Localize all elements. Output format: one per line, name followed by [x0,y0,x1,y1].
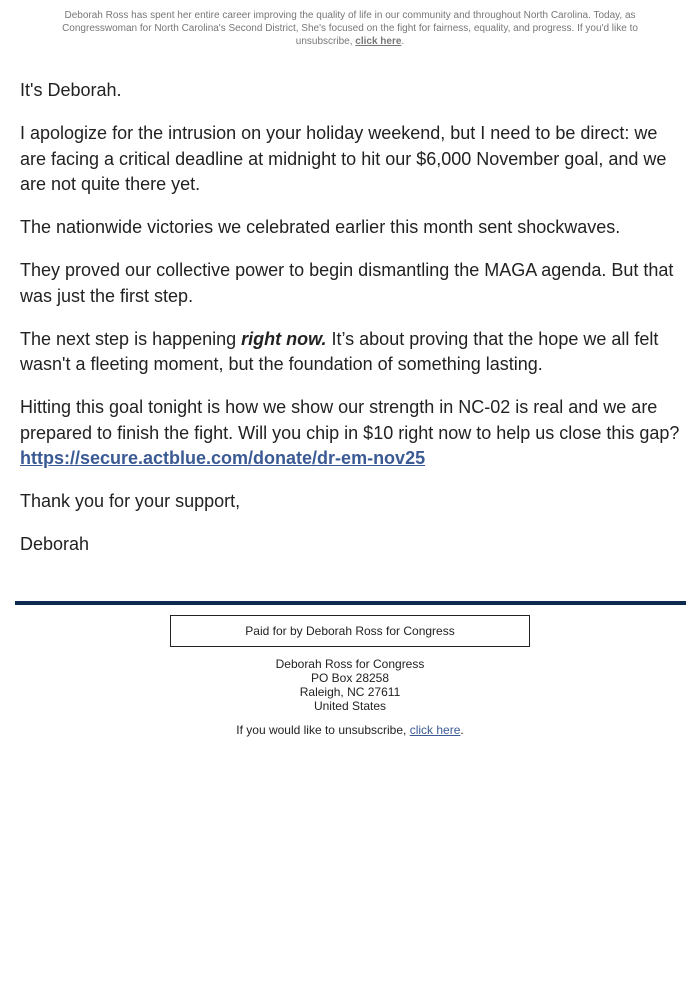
address-line: United States [313,699,387,713]
preheader-unsubscribe-link[interactable]: click here [355,36,402,47]
greeting: It's Deborah. [20,80,122,100]
paragraph-ask [20,395,686,472]
paragraph-collective-power: They proved our collective power to begin dismantling the MAGA agenda. But that was just the first step. [20,260,674,306]
email-body [20,78,686,575]
ask-text: Hitting this goal tonight is how we show our strength in NC-02 is real and we are prepared to finish the fight. Will you chip in $10 right now to help us close this gap? [20,397,680,443]
paragraph-apology: I apologize for the intrusion on your holiday weekend, but I need to be direct: we are facing a critical deadline at midnight to hit our $6,000 November goal, and we are not quite there yet. [20,123,667,194]
mailing-address [150,657,550,713]
paragraph-next-step [20,327,686,378]
footer-divider [15,601,686,605]
unsubscribe-suffix: . [460,723,464,737]
address-line: Deborah Ross for Congress [275,657,425,671]
next-step-rest: It’s about proving that the hope we all felt wasn't a fleeting moment, but the foundation of something lasting. [20,328,659,374]
signature: Deborah [20,534,90,554]
closing: Thank you for your support, [20,491,241,511]
next-step-lead: The next step is happening [20,328,242,349]
paid-for-disclaimer: Paid for by Deborah Ross for Congress [170,615,530,647]
address-line: PO Box 28258 [310,671,390,685]
footer-unsubscribe [100,723,600,737]
unsubscribe-text: If you would like to unsubscribe, [236,723,410,737]
footer-unsubscribe-link[interactable]: click here [409,723,461,737]
preheader-text: Deborah Ross has spent her entire career improving the quality of life in our community and throughout North Carolina. Today, as Congresswoman for North Carolina's Second District, She's focused on the fight for fairness, equality, and progress. If you'd like to unsubscribe, [62,10,638,47]
donate-link[interactable]: https://secure.actblue.com/donate/dr-em-nov25 [20,448,426,468]
preheader-suffix: . [401,36,405,47]
preheader [50,9,650,48]
next-step-emphasis: right now. [241,328,327,349]
address-line: Raleigh, NC 27611 [299,685,401,699]
paragraph-victories: The nationwide victories we celebrated earlier this month sent shockwaves. [20,217,621,237]
